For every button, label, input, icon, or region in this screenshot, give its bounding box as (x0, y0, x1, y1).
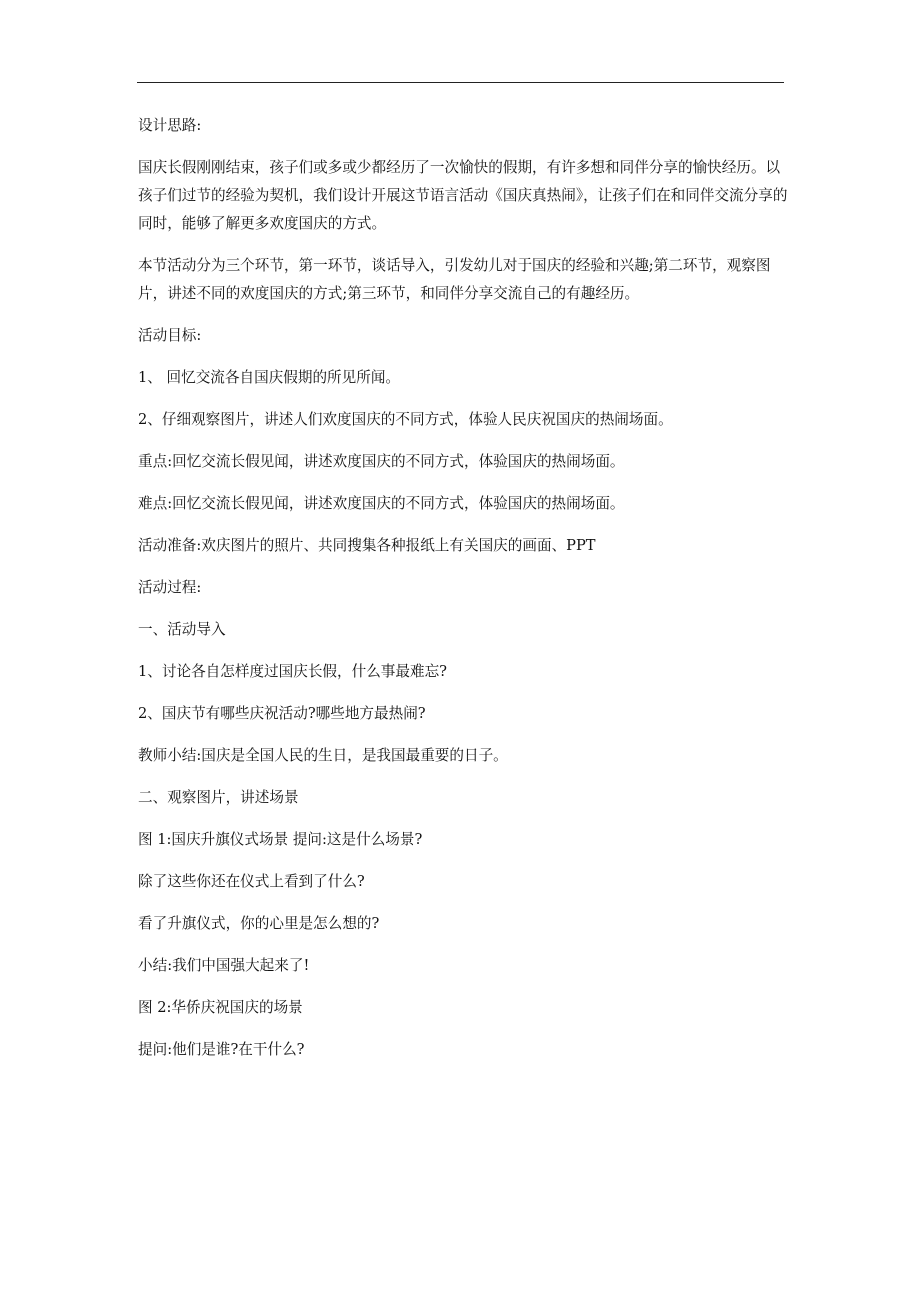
paragraph-preparation: 活动准备:欢庆图片的照片、共同搜集各种报纸上有关国庆的画面、PPT (138, 537, 596, 554)
figure-2-question: 提问:他们是谁?在干什么? (138, 1041, 305, 1058)
figure-2-title: 图 2:华侨庆祝国庆的场景 (138, 999, 303, 1016)
section-heading-process: 活动过程: (138, 579, 202, 596)
paragraph-activity-structure: 本节活动分为三个环节，第一环节，谈话导入，引发幼儿对于国庆的经验和兴趣;第二环节，观察图片，讲述不同的欢度国庆的方式;第三环节，和同伴分享交流自己的有趣经历。 (138, 257, 771, 302)
objective-item-2: 2、仔细观察图片，讲述人们欢度国庆的不同方式，体验人民庆祝国庆的热闹场面。 (138, 411, 673, 428)
intro-question-2: 2、国庆节有哪些庆祝活动?哪些地方最热闹? (138, 705, 426, 722)
subsection-heading-intro: 一、活动导入 (138, 621, 226, 638)
teacher-summary: 教师小结:国庆是全国人民的生日，是我国最重要的日子。 (138, 747, 508, 764)
figure-1-question: 图 1:国庆升旗仪式场景 提问:这是什么场景? (138, 831, 423, 848)
objective-item-1: 1、 回忆交流各自国庆假期的所见所闻。 (138, 369, 401, 386)
figure-1-summary: 小结:我们中国强大起来了! (138, 957, 310, 974)
subsection-heading-observe: 二、观察图片，讲述场景 (138, 789, 299, 806)
paragraph-design-background: 国庆长假刚刚结束，孩子们或多或少都经历了一次愉快的假期，有许多想和同伴分享的愉快经历。以孩子们过节的经验为契机，我们设计开展这节语言活动《国庆真热闹》，让孩子们在和同伴交流分享的同时，能够了解更多欢度国庆的方式。 (138, 159, 788, 232)
paragraph-difficult-point: 难点:回忆交流长假见闻，讲述欢度国庆的不同方式，体验国庆的热闹场面。 (138, 495, 625, 512)
intro-question-1: 1、讨论各自怎样度过国庆长假，什么事最难忘? (138, 663, 447, 680)
header-rule (137, 82, 784, 83)
section-heading-objectives: 活动目标: (138, 327, 202, 344)
section-heading-design-idea: 设计思路: (138, 117, 202, 134)
figure-1-followup-1: 除了这些你还在仪式上看到了什么? (138, 873, 365, 890)
document-body (138, 112, 788, 1064)
paragraph-key-point: 重点:回忆交流长假见闻，讲述欢度国庆的不同方式，体验国庆的热闹场面。 (138, 453, 625, 470)
figure-1-followup-2: 看了升旗仪式，你的心里是怎么想的? (138, 915, 380, 932)
